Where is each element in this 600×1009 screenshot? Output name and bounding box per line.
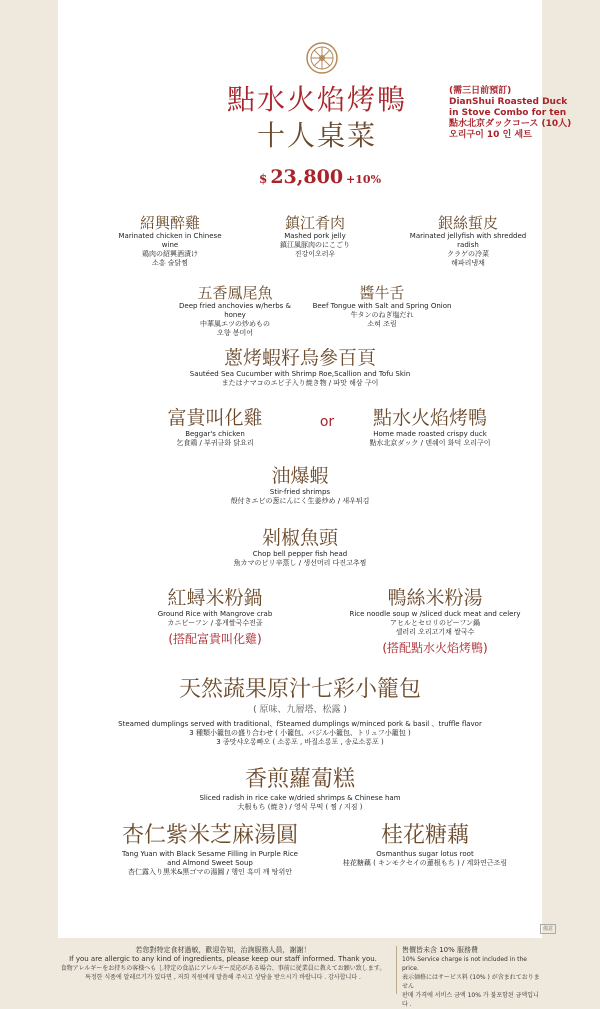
service-line: 售價皆未含 10% 服務費 [402, 946, 479, 954]
dish-name: 鎮江肴肉 [284, 214, 345, 232]
dish-name: 杏仁紫米芝麻湯圓 [121, 823, 298, 848]
allergy-notice [58, 946, 388, 982]
dish-name: 香煎蘿蔔糕 [244, 767, 355, 792]
dish-name: 天然蔬果原汁七彩小籠包 [178, 677, 421, 702]
dish-name: 油爆蝦 [271, 465, 329, 487]
dish-en: Marinated chicken in Chinese wine [118, 232, 222, 249]
dish-en: Beggar's chicken [185, 430, 245, 438]
dish-roast-duck [350, 406, 510, 448]
dish-jk: 點水北京ダック / 덴쉐이 화덕 오리구이 [369, 439, 491, 447]
dish-jk: 魚カマのピリ辛蒸し / 생선머리 다진고추찜 [233, 559, 367, 567]
dish-anchovies [170, 284, 300, 338]
allergy-line: 食物アレルギーをお持ちの客様へも し特定の食品にアレルギー反応がある場合、事前に従業員に教えてお願い致します。 [60, 965, 386, 972]
dish-tang-yuan [110, 822, 310, 877]
dish-shrimps [180, 464, 420, 506]
price-amount: 23,800 [270, 166, 344, 188]
dish-en: Sliced radish in rice cake w/dried shrimps & Chinese ham [199, 794, 401, 802]
dish-jk: 杏仁露入り黒米&黒ゴマの湯圓 / 행인 흑미 깨 탕위안 [127, 868, 293, 876]
dish-jk: 乞食鶏 / 부귀규화 닭요리 [176, 439, 254, 447]
side-line: in Stove Combo for ten [449, 108, 567, 118]
dish-en: Ground Rice with Mangrove crab [157, 610, 273, 618]
dish-beggars-chicken [130, 406, 300, 448]
dish-kr: 해파리냉채 [451, 259, 485, 267]
dish-jk: またはナマコのエビ子入り焼き物 / 파맛 해삼 구이 [221, 379, 379, 387]
dish-sea-cucumber [150, 346, 450, 388]
price-service: +10% [346, 173, 382, 186]
dish-name: 醬牛舌 [359, 284, 405, 302]
allergy-line: If you are allergic to any kind of ingredients, please keep our staff informed. Thank you. [69, 955, 377, 963]
dish-en-2: and Almond Sweet Soup [167, 859, 253, 867]
service-line: 판매 가격에 서비스 금액 10% 가 불포함된 금액입니다 . [402, 992, 539, 1008]
page-stamp: 備意 [540, 924, 556, 934]
dish-en: Rice noodle soup w /sliced duck meat and celery [349, 610, 521, 618]
dish-en: Chop bell pepper fish head [252, 550, 348, 558]
dish-en: Mashed pork jelly [284, 232, 346, 240]
allergy-line: 특정한 식품에 알레르기가 있다면 , 저희 직원에게 말씀해 주시고 상담을 받으시기 바랍니다 . 감사합니다 . [85, 974, 361, 981]
side-line: (需三日前預訂) [449, 86, 512, 96]
dish-note: (搭配富貴叫化雞) [168, 632, 262, 646]
dish-beef-tongue [312, 284, 452, 329]
dish-name: 鴨絲米粉湯 [387, 587, 483, 609]
dish-en: Deep fried anchovies w/herbs & honey [179, 302, 291, 319]
dish-name: 銀絲蜇皮 [437, 214, 498, 232]
dish-fish-head [180, 526, 420, 568]
dish-pork-jelly [255, 214, 375, 259]
side-line: 오리구이 10 인 세트 [449, 130, 532, 140]
dish-kr: 3 종맛샤오롱빠오 ( 소롱포 , 바질소롱포 , 송로소롱포 ) [216, 738, 384, 746]
dish-jk: 桂花糖藕 ( キンモクセイの蓮根もち ) / 계화연근조림 [342, 859, 508, 867]
menu-title: 點水火焰烤鴨 [226, 83, 407, 116]
dish-en: Steamed dumplings served with traditional、fSteamed dumplings w/minced pork & basil 、truffle flavor [118, 720, 482, 728]
restaurant-logo [306, 42, 338, 74]
dish-jp: 中華風エツの炒めもの [200, 320, 270, 328]
dish-name: 桂花糖藕 [380, 823, 469, 848]
price [200, 166, 440, 188]
dish-crab-noodle [120, 586, 310, 647]
dish-note: (搭配點水火焰烤鴨) [382, 641, 488, 655]
footer [58, 938, 542, 1008]
dish-jk: 大根もち (焼き) / 영식 무떡 ( 찜 / 지짐 ) [237, 803, 363, 811]
dish-name: 五香鳳尾魚 [197, 284, 273, 302]
dish-kr: 소흥 술닭찜 [151, 259, 189, 267]
side-info [449, 86, 579, 141]
dish-jk: 殻付きエビの葱にんにく生姜炒め / 새우튀김 [230, 497, 370, 505]
dish-radish-cake [160, 766, 440, 812]
dish-jp: 鎮江風豚肉のにこごり [280, 241, 350, 249]
dish-name: 紹興醉雞 [139, 214, 200, 232]
side-line: DianShui Roasted Duck [449, 97, 568, 107]
dish-shaoxing-chicken [110, 214, 230, 268]
dish-kr: 오향 봉미어 [216, 329, 254, 337]
dish-duck-noodle-soup [330, 586, 540, 656]
or-label: or [319, 414, 335, 430]
price-currency: $ [258, 172, 268, 186]
dish-jp: 鶏肉の紹興酒漬け [142, 250, 198, 258]
dish-name: 剁椒魚頭 [261, 527, 338, 549]
side-line: 點水北京ダックコース (10人) [449, 119, 572, 129]
dish-en: Tang Yuan with Black Sesame Filling in Purple Rice [122, 850, 298, 858]
dish-lotus-root [330, 822, 520, 868]
allergy-line: 若您對特定食材過敏，歡迎告知，治詢服務人員，謝謝！ [135, 946, 311, 954]
dish-en: Stir-fried shrimps [269, 488, 331, 496]
dish-kr: 소혀 조림 [367, 320, 397, 328]
footer-divider [396, 946, 397, 994]
dish-jp: クラゲの冷菜 [447, 250, 489, 258]
dish-jk: カニビーフン / 홍게쌀국수전골 [167, 619, 263, 627]
dish-jp: アヒルとセロリのビーフン鍋 [389, 619, 481, 627]
dish-name: 點水火焰烤鴨 [372, 407, 487, 429]
service-line: 10% Service charge is not included in the price. [402, 956, 527, 972]
dish-en: Beef Tongue with Salt and Spring Onion [312, 302, 452, 310]
dish-jp: 牛タンのねぎ塩だれ [350, 311, 414, 319]
dish-en: Sautéed Sea Cucumber with Shrimp Roe,Scallion and Tofu Skin [189, 370, 411, 378]
dish-en: Osmanthus sugar lotus root [376, 850, 474, 858]
dish-kr: 셀러리 오리고기채 쌀국수 [395, 628, 475, 636]
dish-jellyfish [400, 214, 536, 268]
dish-en: Home made roasted crispy duck [373, 430, 487, 438]
dish-flavours: ( 原味、九層塔、松露 ) [253, 705, 347, 715]
dish-kr: 진강이오러우 [294, 250, 336, 258]
dish-name: 紅蟳米粉鍋 [167, 587, 263, 609]
menu-subtitle: 十人桌菜 [256, 119, 377, 152]
service-line: 表示価格にはサービス料 (10% ) が含まれておりません [402, 974, 540, 990]
dish-name: 蔥烤蝦籽烏參百頁 [223, 347, 376, 369]
dish-name: 富貴叫化雞 [167, 407, 263, 429]
dish-en: Marinated jellyfish with shredded radish [409, 232, 527, 249]
dish-jp: 3 種類小籠包の盛り合わせ ( 小籠包、バジル小籠包、トリュフ小籠包 ) [189, 729, 411, 737]
dish-dumplings [100, 676, 500, 747]
